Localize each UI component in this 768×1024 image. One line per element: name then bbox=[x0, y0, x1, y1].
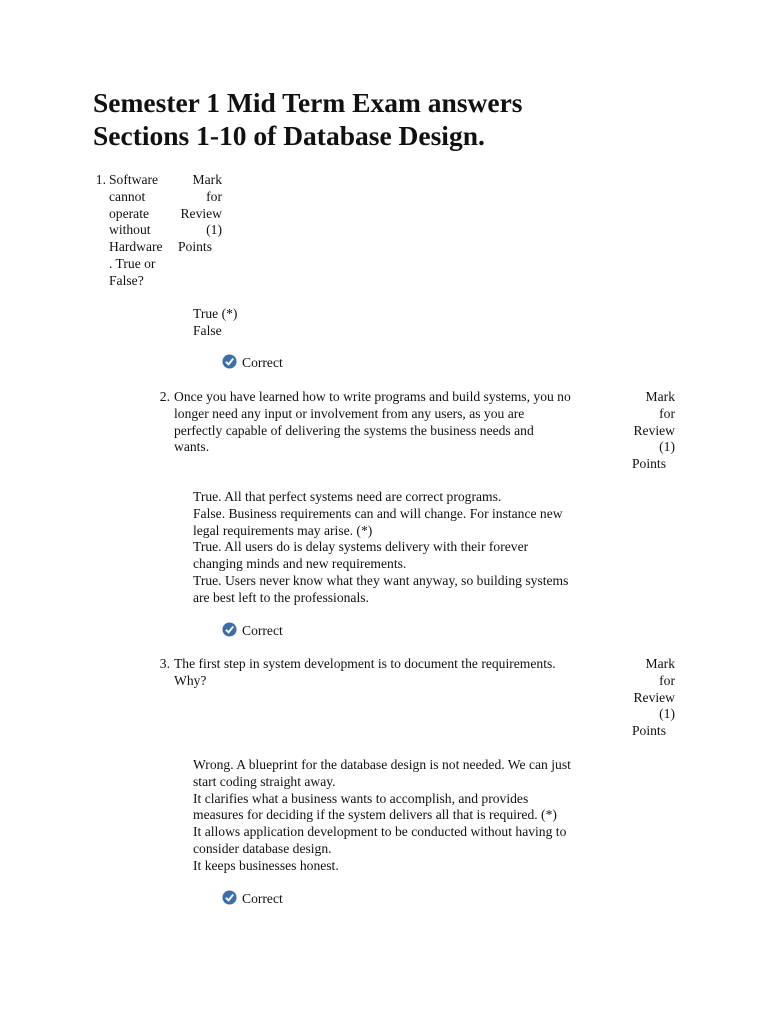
mark-label: Review bbox=[633, 689, 675, 705]
answer-option[interactable]: changing minds and new requirements. bbox=[193, 556, 407, 572]
question-1-text-line: . True or bbox=[109, 255, 156, 271]
answer-option[interactable]: True. All users do is delay systems delivery with their forever bbox=[193, 539, 529, 555]
question-2-answers bbox=[193, 489, 568, 607]
check-icon bbox=[222, 890, 237, 905]
mark-label: (1) bbox=[659, 706, 675, 722]
check-icon bbox=[222, 622, 237, 637]
question-3-number: 3. bbox=[159, 656, 170, 671]
mark-label: (1) bbox=[659, 439, 675, 455]
question-1-text-line: cannot bbox=[109, 188, 146, 204]
answer-option[interactable]: True (*) bbox=[193, 306, 238, 321]
question-2-text bbox=[174, 389, 571, 456]
mark-label: for bbox=[659, 672, 675, 688]
mark-label: Points bbox=[632, 456, 666, 472]
question-3-answers bbox=[193, 757, 571, 875]
mark-label: Mark bbox=[192, 172, 222, 187]
question-1-text-line: Software bbox=[109, 172, 159, 187]
mark-label: Mark bbox=[645, 389, 675, 404]
answer-option[interactable]: are best left to the professionals. bbox=[193, 589, 369, 605]
question-1-text bbox=[109, 172, 163, 290]
mark-label: Mark bbox=[645, 656, 675, 671]
answer-option[interactable]: consider database design. bbox=[193, 840, 332, 856]
answer-option[interactable]: measures for deciding if the system delivers all that is required. (*) bbox=[193, 807, 557, 823]
question-1-text-line: operate bbox=[109, 205, 149, 221]
mark-label: for bbox=[659, 405, 675, 421]
answer-option[interactable]: False. Business requirements can and will change. For instance new bbox=[193, 505, 563, 521]
question-3-text-line: Why? bbox=[174, 672, 207, 688]
question-2-text-line: wants. bbox=[174, 439, 210, 455]
question-3-text bbox=[174, 656, 556, 690]
question-2-number: 2. bbox=[159, 389, 170, 404]
answer-option[interactable]: False bbox=[193, 322, 222, 338]
question-1-text-line: Hardware bbox=[109, 239, 163, 255]
question-1-number: 1. bbox=[95, 172, 106, 187]
mark-label: for bbox=[206, 188, 222, 204]
question-3-text-line: The first step in system development is to document the requirements. bbox=[174, 656, 556, 671]
page-title bbox=[93, 86, 733, 152]
question-3-mark-for-review[interactable] bbox=[624, 656, 675, 740]
answer-option[interactable]: It allows application development to be conducted without having to bbox=[193, 824, 567, 840]
question-1-answers bbox=[193, 306, 237, 340]
mark-label: Review bbox=[180, 205, 222, 221]
correct-label: Correct bbox=[242, 891, 283, 906]
check-icon bbox=[222, 354, 237, 369]
correct-label: Correct bbox=[242, 623, 283, 638]
question-3-result bbox=[222, 890, 283, 908]
mark-label: (1) bbox=[206, 222, 222, 238]
question-2-mark-for-review[interactable] bbox=[624, 389, 675, 473]
question-1-mark-for-review[interactable] bbox=[172, 172, 222, 256]
mark-label: Points bbox=[178, 239, 212, 255]
correct-label: Correct bbox=[242, 355, 283, 370]
answer-option[interactable]: True. All that perfect systems need are correct programs. bbox=[193, 489, 502, 504]
question-1-text-line: False? bbox=[109, 272, 144, 288]
answer-option[interactable]: It clarifies what a business wants to accomplish, and provides bbox=[193, 790, 529, 806]
question-2-text-line: longer need any input or involvement from any users, as you are bbox=[174, 405, 525, 421]
question-2-result bbox=[222, 622, 283, 640]
question-2-text-line: perfectly capable of delivering the systems the business needs and bbox=[174, 422, 534, 438]
question-1-result bbox=[222, 354, 283, 372]
answer-option[interactable]: legal requirements may arise. (*) bbox=[193, 522, 373, 538]
answer-option[interactable]: start coding straight away. bbox=[193, 773, 336, 789]
answer-option[interactable]: It keeps businesses honest. bbox=[193, 857, 339, 873]
question-1-text-line: without bbox=[109, 222, 151, 238]
title-line-2: Sections 1-10 of Database Design. bbox=[93, 120, 485, 151]
mark-label: Review bbox=[633, 422, 675, 438]
title-line-1: Semester 1 Mid Term Exam answers bbox=[93, 87, 523, 118]
question-2-text-line: Once you have learned how to write programs and build systems, you no bbox=[174, 389, 571, 404]
answer-option[interactable]: True. Users never know what they want anyway, so building systems bbox=[193, 572, 569, 588]
mark-label: Points bbox=[632, 723, 666, 739]
answer-option[interactable]: Wrong. A blueprint for the database design is not needed. We can just bbox=[193, 757, 571, 772]
